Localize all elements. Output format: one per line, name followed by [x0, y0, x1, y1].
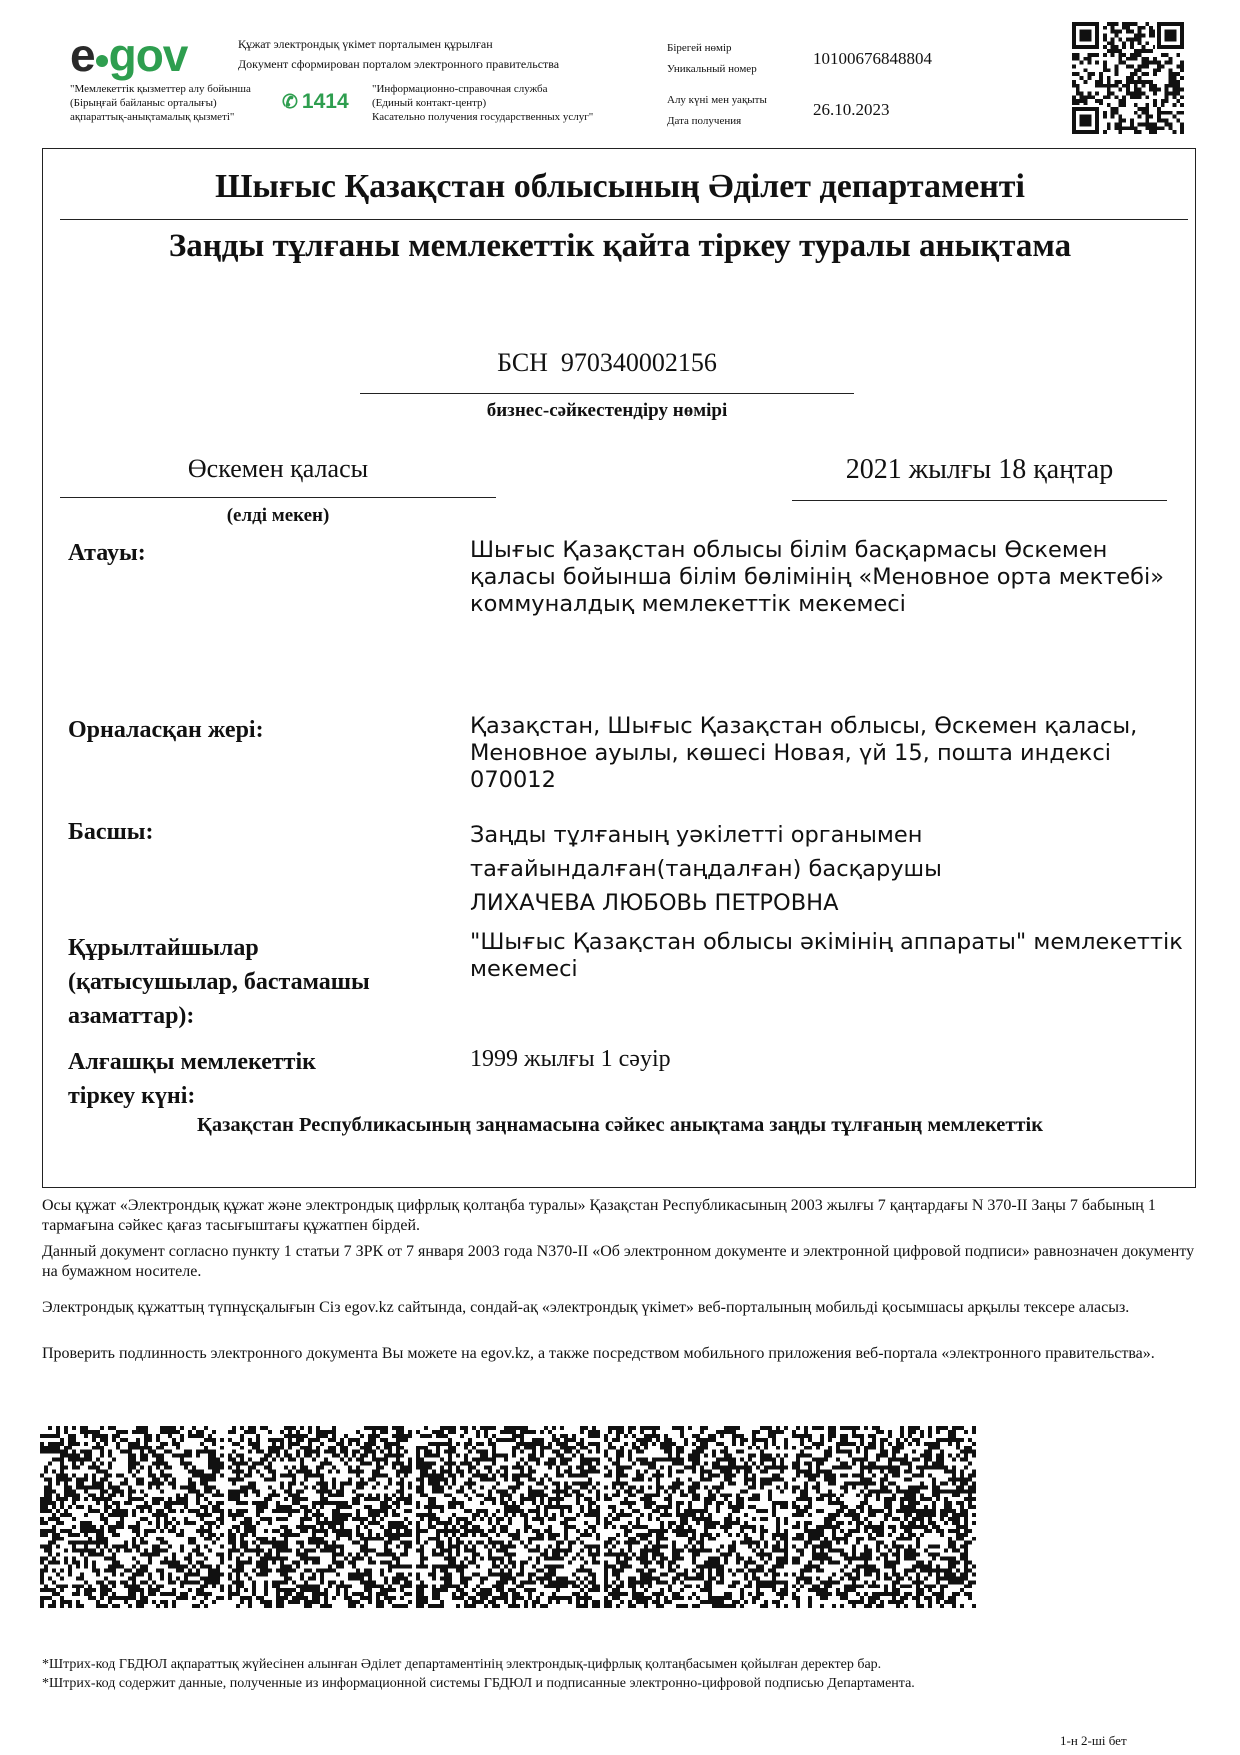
contact-center-kz: "Мемлекеттік қызметтер алу бойынша (Бірыңғай байланыс орталығы) ақпараттық-анықтамалық қызметі" [70, 83, 251, 123]
city-caption: (елді мекен) [226, 505, 330, 526]
title-divider [60, 219, 1188, 220]
field-label-name: Атауы: [68, 540, 146, 566]
field-value-head: Заңды тұлғаның уәкілетті органымен тағайындалған(таңдалған) басқарушы ЛИХАЧЕВА ЛЮБОВЬ ПЕТРОВНА [470, 822, 942, 916]
field-value-first-registration: 1999 жылғы 1 сәуір [470, 1046, 671, 1072]
portal-note-ru: Документ сформирован порталом электронного правительства [238, 57, 560, 71]
footnote-ru: *Штрих-код содержит данные, полученные из информационной системы ГБДЮЛ и подписанные электронно-цифровой подписью Департамента. [42, 1676, 915, 1691]
barcode-2 [228, 1426, 412, 1608]
footnote-kz: *Штрих-код ГБДЮЛ ақпараттық жүйесінен алынған Әділет департаментінің электрондық-цифрлық қолтаңбасымен қойылған деректер бар. [42, 1657, 882, 1672]
barcode-4 [604, 1426, 788, 1608]
field-value-location: Қазақстан, Шығыс Қазақстан облысы, Өскемен қаласы, Меновное ауылы, көшесі Новая, үй 15, пошта индексі 070012 [470, 713, 1138, 793]
date-underline [792, 500, 1167, 501]
phone-icon: ✆ [282, 92, 298, 113]
date-value: 26.10.2023 [813, 100, 890, 119]
field-value-name: Шығыс Қазақстан облысы білім басқармасы Өскемен қаласы бойынша білім бөлімінің «Меновное орта мектебі» коммуналдық мемлекеттік мекемесі [470, 537, 1165, 617]
field-label-location: Орналасқан жері: [68, 717, 264, 743]
legal-kz-1: Осы құжат «Электрондық құжат және электрондық цифрлық қолтаңба туралы» Қазақстан Республикасының 2003 жылғы 7 қаңтардағы N 370-II Заңы 7 бабының 1 тармағына сәйкес қағаз тасығыштағы құжатпен бірдей. [42, 1197, 1156, 1234]
legal-ru-2: Проверить подлинность электронного документа Вы можете на egov.kz, а также посредством мобильного приложения веб-портала «электронного правительства». [42, 1345, 1155, 1362]
registration-date: 2021 жылғы 18 қаңтар [845, 454, 1114, 485]
bin-underline [360, 393, 854, 394]
barcode-1 [40, 1426, 224, 1608]
page-number: 1-н 2-ші бет [1060, 1733, 1127, 1748]
portal-note [238, 34, 559, 74]
qr-code [1072, 22, 1184, 134]
document-title: Заңды тұлғаны мемлекеттік қайта тіркеу туралы анықтама [168, 228, 1072, 264]
field-label-head: Басшы: [68, 819, 154, 845]
bin-caption: бизнес-сәйкестендіру нөмірі [486, 400, 728, 421]
contact-center-ru: "Информационно-справочная служба (Единый контакт-центр) Касательно получения государственных услуг" [372, 83, 594, 123]
uid-label: Бірегей нөмір Уникальный номер [667, 42, 757, 75]
city-underline [60, 497, 496, 498]
field-label-founders: Құрылтайшылар (қатысушылар, бастамашы азаматтар): [68, 935, 370, 1029]
barcode-5 [792, 1426, 976, 1608]
portal-note-kz: Құжат электрондық үкімет порталымен құрылған [238, 37, 493, 51]
field-label-first-registration: Алғашқы мемлекеттік тіркеу күні: [68, 1049, 316, 1109]
egov-logo: e gov [70, 29, 188, 81]
legal-ru-1: Данный документ согласно пункту 1 статьи 7 ЗРК от 7 января 2003 года N370-II «Об электронном документе и электронной цифровой подписи» равнозначен документу на бумажном носителе. [42, 1243, 1195, 1280]
phone-number: ✆ 1414 [282, 90, 349, 113]
barcode-strip [40, 1426, 976, 1608]
statement: Қазақстан Республикасының заңнамасына сәйкес анықтама заңды тұлғаның мемлекеттік [196, 1114, 1044, 1136]
uid-value: 10100676848804 [813, 49, 932, 68]
barcode-3 [416, 1426, 600, 1608]
city: Өскемен қаласы [187, 454, 369, 483]
legal-kz-2: Электрондық құжаттың түпнұсқалығын Сіз egov.kz сайтында, сондай-ақ «электрондық үкімет» веб-порталының мобильді қосымшасы арқылы тексере аласыз. [42, 1299, 1130, 1316]
date-label: Алу күні мен уақыты Дата получения [667, 94, 767, 127]
field-value-founders: "Шығыс Қазақстан облысы әкімінің аппараты" мемлекеттік мекемесі [470, 929, 1183, 982]
department-title: Шығыс Қазақстан облысының Әділет департаменті [215, 168, 1025, 205]
bin-number: БСН 970340002156 [497, 348, 717, 377]
